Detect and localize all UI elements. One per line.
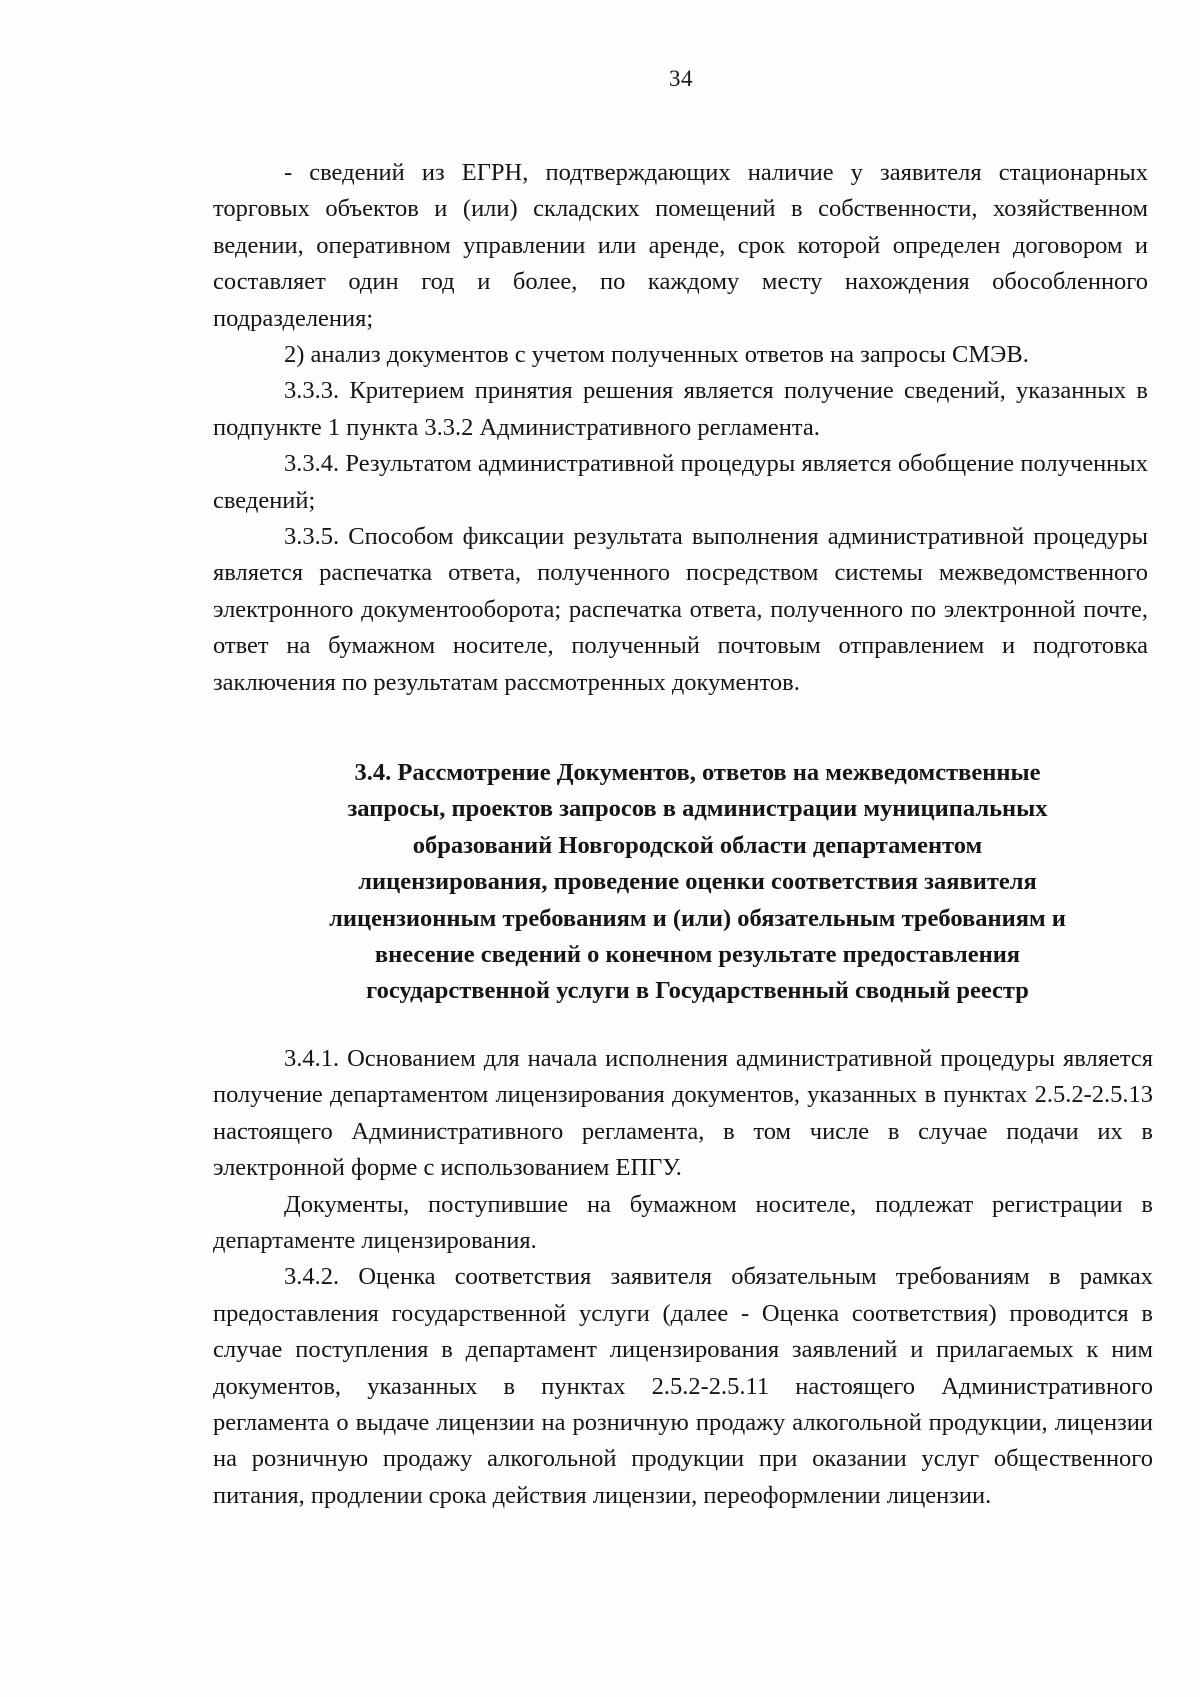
page-number: 34 [669,66,693,91]
paragraph-paper-documents: Документы, поступившие на бумажном носителе, подлежат регистрации в департаменте лицензирования. [213,1190,1153,1255]
heading-line: образований Новгородской области департаментом [412,831,983,859]
paragraph-smev-analysis: 2) анализ документов с учетом полученных ответов на запросы СМЭВ. [284,341,1029,369]
section-3-4-heading [230,755,1165,1010]
section-3-4-text [213,1041,1153,1514]
paragraph-egrn-info: - сведений из ЕГРН, подтверждающих наличие у заявителя стационарных торговых объектов и (или) складских помещений в собственности, хозяйственном ведении, оперативном управлении или аренде, срок которой определен договором и составляет один год и более, по каждому месту нахождения обособленного подразделения; [213,159,1148,332]
paragraph-3-3-4: 3.3.4. Результатом административной процедуры является обобщение полученных сведений; [213,450,1148,514]
heading-line: 3.4. Рассмотрение Документов, ответов на межведомственные [354,759,1041,786]
heading-line: государственной услуги в Государственный сводный реестр [366,977,1029,1005]
section-3-3-text [213,155,1148,701]
heading-line: лицензирования, проведение оценки соответствия заявителя [358,868,1037,896]
paragraph-3-4-2: 3.4.2. Оценка соответствия заявителя обязательным требованиям в рамках предоставления государственной услуги (далее - Оценка соответствия) проводится в случае поступления в департамент лицензирования заявлений и прилагаемых к ним документов, указанных в пунктах 2.5.2-2.5.11 настоящего Административного регламента о выдаче лицензии на розничную продажу алкогольной продукции, лицензии на розничную продажу алкогольной продукции при оказании услуг общественного питания, продлении срока действия лицензии, переоформлении лицензии. [213,1263,1153,1509]
paragraph-3-4-1: 3.4.1. Основанием для начала исполнения административной процедуры является получение департаментом лицензирования документов, указанных в пунктах 2.5.2-2.5.13 настоящего Административного регламента, в том числе в случае подачи их в электронной форме с использованием ЕПГУ. [213,1045,1153,1182]
heading-line: лицензионным требованиям и (или) обязательным требованиям и [329,904,1066,932]
paragraph-3-3-3: 3.3.3. Критерием принятия решения является получение сведений, указанных в подпункте 1 пункта 3.3.2 Административного регламента. [213,377,1148,441]
heading-line: запросы, проектов запросов в администрации муниципальных [347,795,1048,823]
paragraph-3-3-5: 3.3.5. Способом фиксации результата выполнения административной процедуры является распечатка ответа, полученного посредством системы межведомственного электронного документооборота; распечатка ответа, полученного по электронной почте, ответ на бумажном носителе, полученный почтовым отправлением и подготовка заключения по результатам рассмотренных документов. [213,523,1148,696]
heading-line: внесение сведений о конечном результате предоставления [374,941,1021,969]
